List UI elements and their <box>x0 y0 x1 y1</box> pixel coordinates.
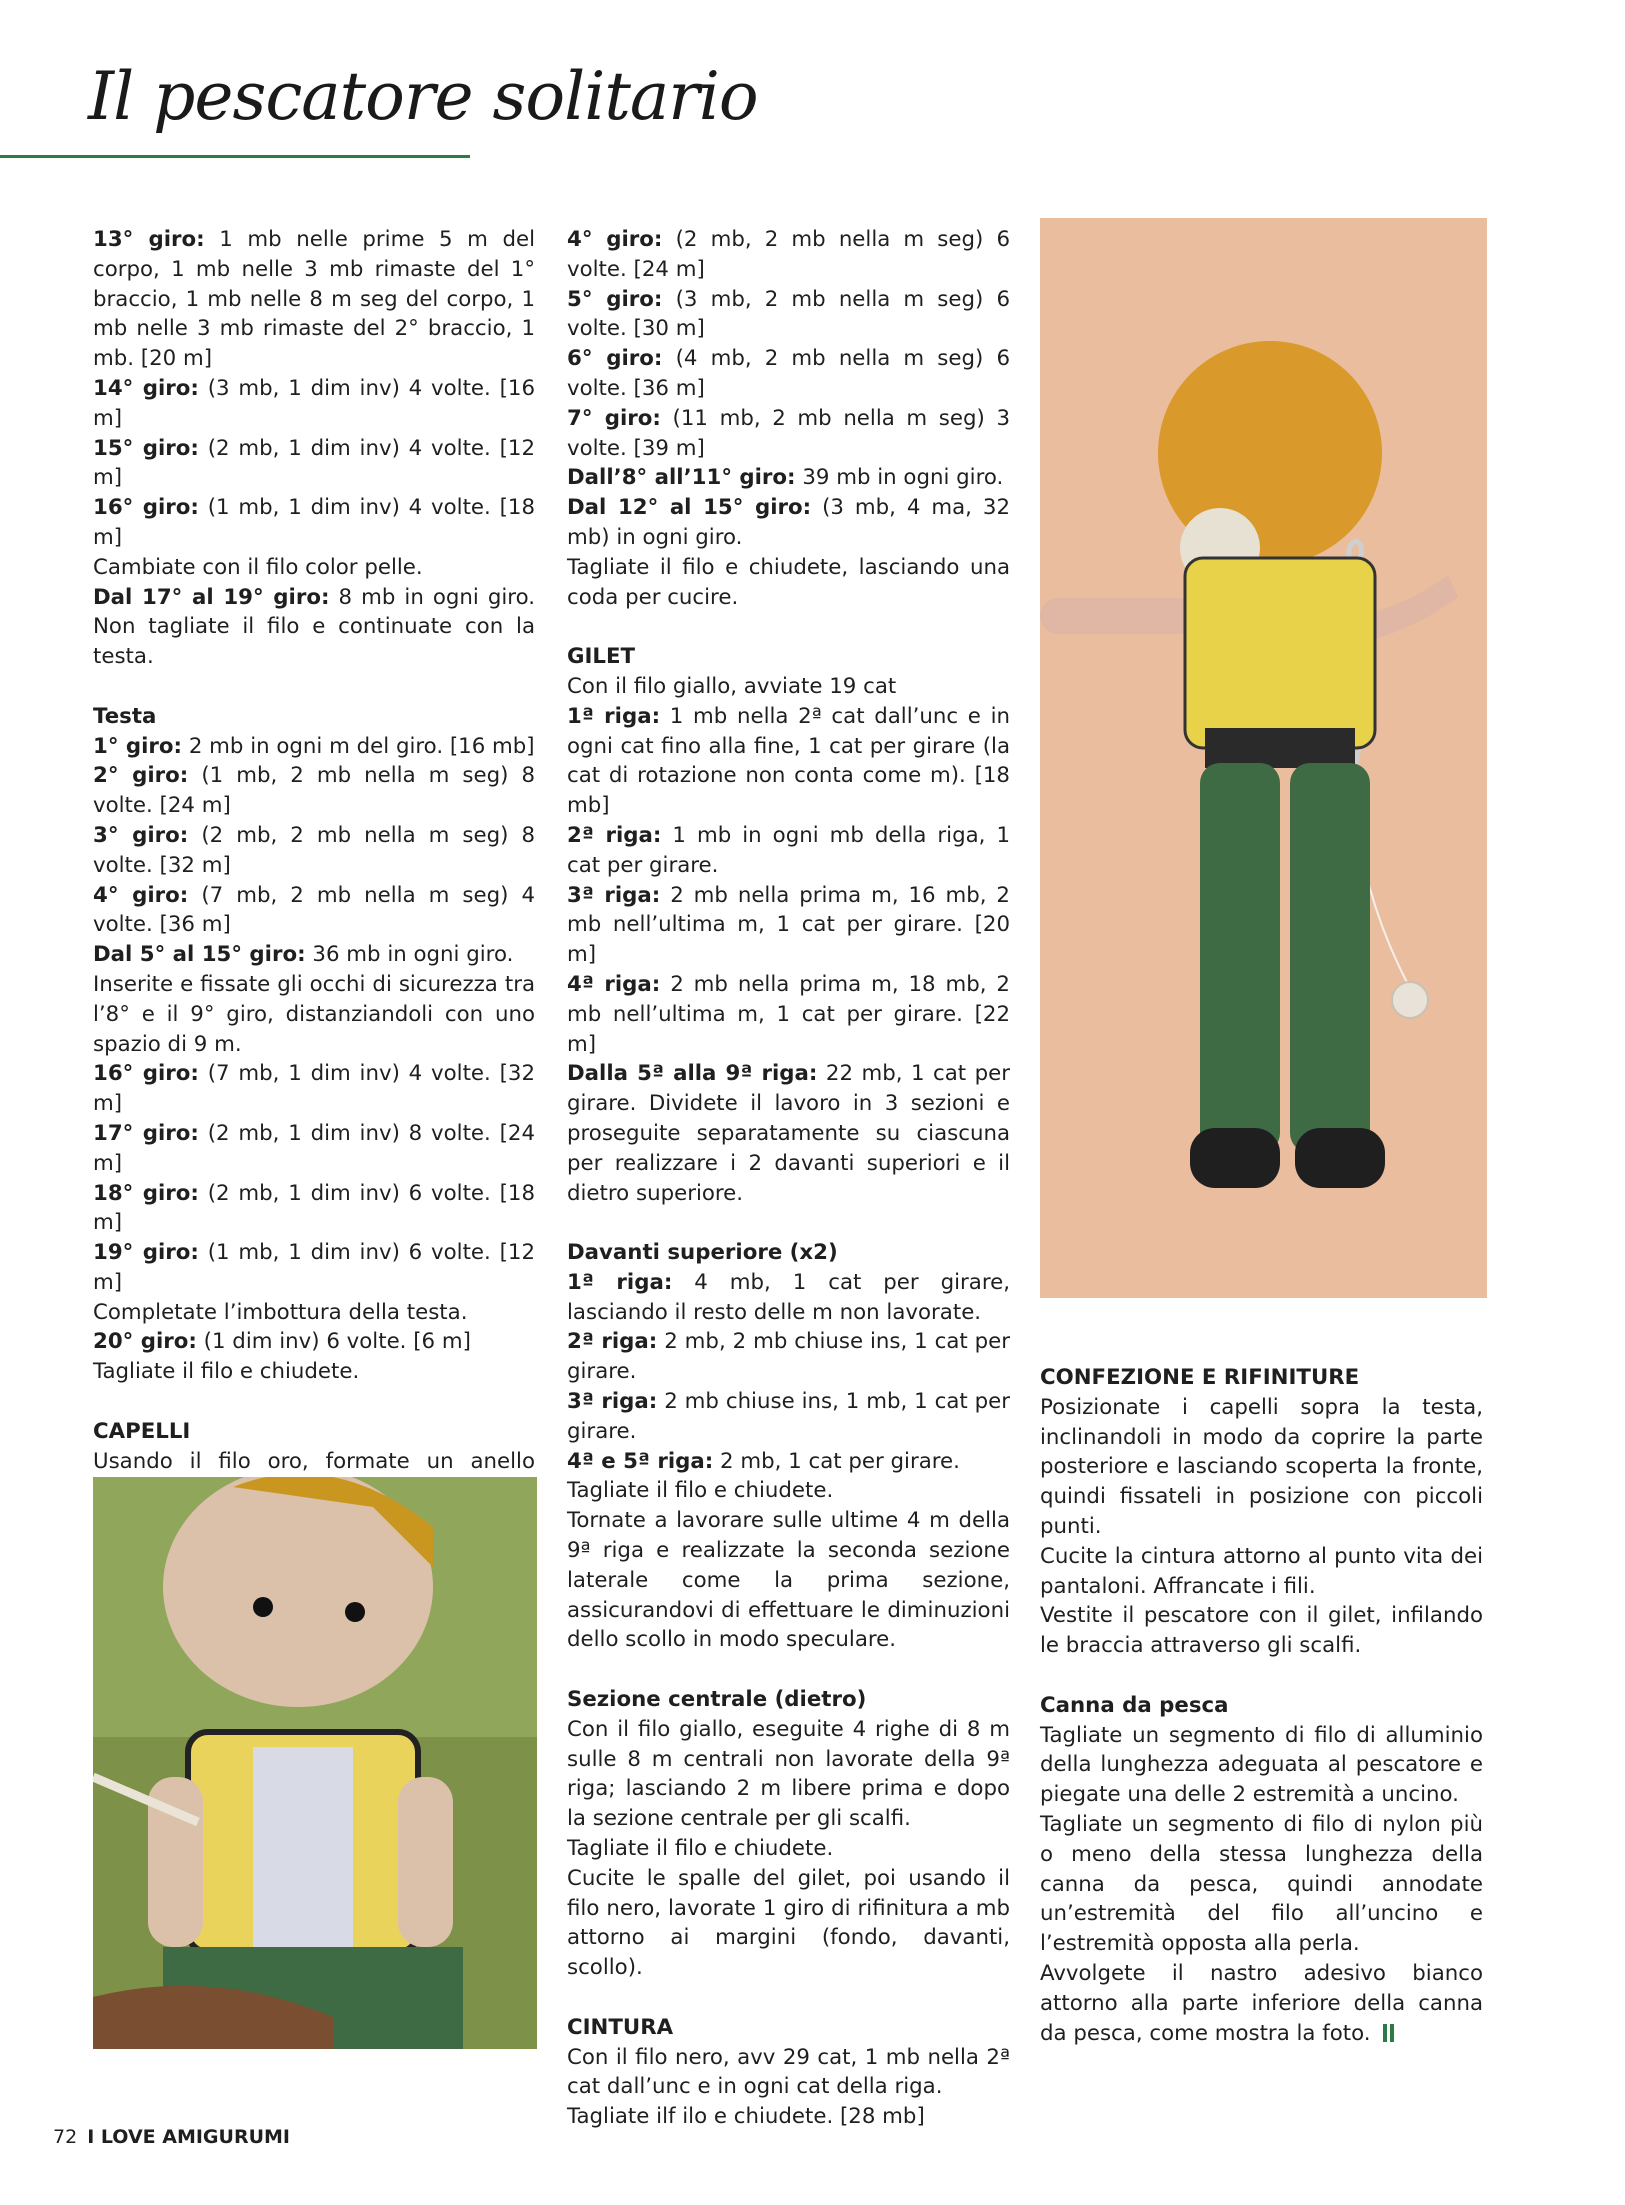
section-heading: CAPELLI <box>93 1418 191 1444</box>
instruction-line <box>567 1715 1010 1834</box>
step-text: (11 mb, 2 mb nella m seg) 3 volte. [39 m] <box>567 405 1010 461</box>
instruction-line <box>93 881 535 941</box>
step-label: 6° giro: <box>567 346 663 372</box>
step-label: 4° giro: <box>93 882 189 908</box>
paragraph-gap <box>93 672 535 702</box>
paragraph-gap <box>93 1387 535 1417</box>
instruction-line <box>1040 1393 1483 1542</box>
step-text: (2 mb, 1 dim inv) 6 volte. [18 m] <box>93 1180 535 1236</box>
step-text: (2 mb, 1 dim inv) 8 volte. [24 m] <box>93 1120 535 1176</box>
paragraph-gap <box>567 1208 1010 1238</box>
instruction-line <box>93 1357 535 1387</box>
instruction-line <box>93 434 535 494</box>
step-label: 20° giro: <box>93 1329 197 1355</box>
step-label: 1ª riga: <box>567 1269 673 1295</box>
step-text: (2 mb, 1 dim inv) 4 volte. [12 m] <box>93 435 535 491</box>
section-heading: GILET <box>567 644 636 670</box>
step-text: Con il filo giallo, eseguite 4 righe di 8 m sulle 8 m centrali non lavorate della 9ª riga; lasciando 2 m libere prima e dopo la sezione centrale per gli scalfi. <box>567 1716 1010 1832</box>
instruction-line <box>567 1327 1010 1387</box>
instruction-line <box>567 881 1010 970</box>
step-label: 1ª riga: <box>567 703 661 729</box>
step-text: (7 mb, 2 mb nella m seg) 4 volte. [36 m] <box>93 882 535 938</box>
instruction-line <box>567 1864 1010 1983</box>
instruction-line <box>567 702 1010 821</box>
step-label: 4ª e 5ª riga: <box>567 1448 714 1474</box>
step-text: 39 mb in ogni giro. <box>795 465 1004 491</box>
instruction-line <box>567 2102 1010 2132</box>
instruction-line <box>1040 1542 1483 1602</box>
step-label: 16° giro: <box>93 495 199 521</box>
step-label: 3ª riga: <box>567 882 661 908</box>
section-heading: Canna da pesca <box>1040 1692 1229 1718</box>
instruction-line <box>93 1119 535 1179</box>
instruction-line <box>567 493 1010 553</box>
step-text: Tagliate un segmento di filo di alluminio della lunghezza adeguata al pescatore e piegate una delle 2 estremità a uncino. <box>1040 1722 1483 1808</box>
paragraph-gap <box>567 1983 1010 2013</box>
step-label: 2° giro: <box>93 763 189 789</box>
paragraph-gap <box>567 612 1010 642</box>
step-text: Usando il filo oro, formate un anello <box>93 1448 535 1474</box>
instruction-line <box>1040 1810 1483 1959</box>
end-mark-icon <box>1383 2024 1387 2042</box>
step-text: (3 mb, 2 mb nella m seg) 6 volte. [30 m] <box>567 286 1011 342</box>
instruction-line <box>567 1268 1010 1328</box>
instruction-line <box>567 344 1010 404</box>
step-text: Tagliate ilf ilo e chiudete. [28 mb] <box>567 2104 925 2130</box>
step-text: (3 mb, 1 dim inv) 4 volte. [16 m] <box>93 375 535 431</box>
step-label: 1° giro: <box>93 733 183 759</box>
paragraph-gap <box>567 1655 1010 1685</box>
step-text: 1 mb nella 2ª cat dall’unc e in ogni cat fino alla fine, 1 cat per girare (la cat di rotazione non conta come m). [18 mb] <box>567 703 1011 819</box>
step-label: 17° giro: <box>93 1120 199 1146</box>
step-text: Con il filo giallo, avviate 19 cat <box>567 673 897 699</box>
title-underline <box>0 155 470 158</box>
step-label: 4ª riga: <box>567 971 661 997</box>
step-text: 36 mb in ogni giro. <box>305 942 514 968</box>
instruction-line <box>567 1447 1010 1477</box>
instruction-line <box>1040 1601 1483 1661</box>
step-label: 2ª riga: <box>567 822 662 848</box>
step-text: 22 mb, 1 cat per girare. Dividete il lavoro in 3 sezioni e proseguite separatamente su ciascuna per realizzare i 2 davanti superiori e il dietro superiore. <box>567 1061 1010 1206</box>
instruction-line <box>567 672 1010 702</box>
instruction-line <box>93 1298 535 1328</box>
step-text: (3 mb, 4 ma, 32 mb) in ogni giro. <box>567 495 1010 550</box>
column-1 <box>93 225 535 1685</box>
step-text: Tagliate il filo e chiudete. <box>567 1836 834 1862</box>
instruction-line <box>567 1506 1010 1655</box>
instruction-line <box>93 1059 535 1119</box>
step-text: Vestite il pescatore con il gilet, infilando le braccia attraverso gli scalfi. <box>1040 1603 1483 1659</box>
step-text: Completate l’imbottura della testa. <box>93 1299 468 1325</box>
instruction-line <box>93 970 535 1059</box>
step-text: Tagliate il filo e chiudete. <box>93 1359 360 1385</box>
instruction-line <box>567 553 1010 613</box>
step-label: 5° giro: <box>567 286 663 312</box>
step-text: 2 mb, 2 mb chiuse ins, 1 cat per girare. <box>567 1329 1010 1385</box>
paragraph-gap <box>1040 1661 1483 1691</box>
step-text: Avvolgete il nastro adesivo bianco attorno alla parte inferiore della canna da pesca, come mostra la foto. <box>1040 1960 1483 2046</box>
step-text: (1 mb, 2 mb nella m seg) 8 volte. [24 m] <box>93 763 535 819</box>
step-label: 13° giro: <box>93 227 205 252</box>
step-label: 7° giro: <box>567 405 661 431</box>
step-text: 1 mb in ogni mb della riga, 1 cat per girare. <box>567 822 1010 878</box>
step-text: 2 mb chiuse ins, 1 mb, 1 cat per girare. <box>567 1389 1010 1444</box>
step-text: Posizionate i capelli sopra la testa, inclinandoli in modo da coprire la parte posteriore e lasciando scoperta la fronte, quindi fissateli in posizione con piccoli punti. <box>1040 1394 1483 1539</box>
photo-doll-back <box>1040 218 1487 1298</box>
instruction-line <box>567 285 1010 345</box>
instruction-line <box>567 463 1010 493</box>
instruction-line <box>93 493 535 553</box>
step-label: Dal 12° al 15° giro: <box>567 495 812 521</box>
step-label: Dall’8° all’11° giro: <box>567 465 796 491</box>
instruction-line <box>93 374 535 434</box>
instruction-line <box>567 225 1010 285</box>
section-heading: Davanti superiore (x2) <box>567 1240 838 1266</box>
photo-doll-front <box>93 1477 537 2049</box>
step-text: (7 mb, 1 dim inv) 4 volte. [32 m] <box>93 1061 535 1117</box>
step-text: Cambiate con il filo color pelle. <box>93 554 423 580</box>
instruction-line <box>93 1179 535 1239</box>
instruction-line <box>93 583 535 672</box>
instruction-line <box>93 940 535 970</box>
step-text: 2 mb nella prima m, 16 mb, 2 mb nell’ultima m, 1 cat per girare. [20 m] <box>567 882 1010 968</box>
instruction-line <box>93 225 535 374</box>
section-heading: CONFEZIONE E RIFINITURE <box>1040 1365 1360 1390</box>
page-title: Il pescatore solitario <box>88 58 758 135</box>
instruction-line <box>567 1059 1010 1208</box>
step-text: 1 mb nelle prime 5 m del corpo, 1 mb nelle 3 mb rimaste del 1° braccio, 1 mb nelle 8 m seg del corpo, 1 mb nelle 3 mb rimaste del 2° braccio, 1 mb. [20 m] <box>93 227 535 372</box>
instruction-line <box>567 1834 1010 1864</box>
step-label: 4° giro: <box>567 227 663 252</box>
section-heading: Sezione centrale (dietro) <box>567 1687 867 1713</box>
instruction-line <box>1040 1721 1483 1810</box>
step-text: (4 mb, 2 mb nella m seg) 6 volte. [36 m] <box>567 346 1011 401</box>
section-heading: CINTURA <box>567 2014 674 2040</box>
step-label: Dal 5° al 15° giro: <box>93 942 306 968</box>
step-text: 2 mb nella prima m, 18 mb, 2 mb nell’ultima m, 1 cat per girare. [22 m] <box>567 971 1010 1057</box>
step-label: 3° giro: <box>93 822 189 848</box>
page-footer <box>53 2126 290 2148</box>
instruction-line <box>93 1238 535 1298</box>
column-3 <box>1040 1363 1483 2048</box>
step-text: Tagliate un segmento di filo di nylon più o meno della stessa lunghezza della canna da pesca, quindi annodate un’estremità del filo all’uncino e l’estremità opposta alla perla. <box>1040 1811 1483 1957</box>
instruction-line <box>567 821 1010 881</box>
instruction-line <box>567 970 1010 1059</box>
step-label: 16° giro: <box>93 1061 199 1087</box>
instruction-line <box>1040 1959 1483 2048</box>
step-label: Dalla 5ª alla 9ª riga: <box>567 1061 818 1087</box>
instruction-line <box>93 1327 535 1357</box>
instruction-line <box>93 761 535 821</box>
instruction-line <box>93 553 535 583</box>
step-text: Tornate a lavorare sulle ultime 4 m della 9ª riga e realizzate la seconda sezione laterale come la prima sezione, assicurandovi di effettuare le diminuzioni dello scollo in modo speculare. <box>567 1508 1010 1653</box>
step-text: (2 mb, 2 mb nella m seg) 8 volte. [32 m] <box>93 822 535 878</box>
step-text: Cucite la cintura attorno al punto vita dei pantaloni. Affrancate i fili. <box>1040 1543 1483 1599</box>
step-text: Tagliate il filo e chiudete, lasciando una coda per cucire. <box>567 554 1010 610</box>
step-text: Inserite e fissate gli occhi di sicurezza tra l’8° e il 9° giro, distanziandoli con uno spazio di 9 m. <box>93 971 535 1057</box>
step-text: (1 mb, 1 dim inv) 6 volte. [12 m] <box>93 1240 535 1295</box>
step-text: Con il filo nero, avv 29 cat, 1 mb nella 2ª cat dall’unc e in ogni cat della riga. <box>567 2044 1010 2100</box>
step-label: 2ª riga: <box>567 1329 658 1355</box>
step-text: Cucite le spalle del gilet, poi usando il filo nero, lavorate 1 giro di rifinitura a mb attorno ai margini (fondo, davanti, scollo). <box>567 1865 1010 1981</box>
step-label: 14° giro: <box>93 375 199 401</box>
step-text: 2 mb in ogni m del giro. [16 mb] <box>182 733 535 759</box>
instruction-line <box>567 2043 1010 2103</box>
instruction-line <box>93 821 535 881</box>
step-label: Dal 17° al 19° giro: <box>93 584 330 610</box>
step-text: (2 mb, 2 mb nella m seg) 6 volte. [24 m] <box>567 227 1011 282</box>
step-label: 18° giro: <box>93 1180 199 1206</box>
page-number: 72 <box>53 2126 78 2148</box>
section-heading: Testa <box>93 703 157 729</box>
step-text: 4 mb, 1 cat per girare, lasciando il resto delle m non lavorate. <box>567 1269 1011 1325</box>
step-text: Tagliate il filo e chiudete. <box>567 1478 834 1504</box>
step-label: 15° giro: <box>93 435 199 461</box>
step-text: (1 dim inv) 6 volte. [6 m] <box>196 1329 471 1355</box>
instruction-line <box>567 404 1010 464</box>
step-label: 19° giro: <box>93 1240 199 1266</box>
step-label: 3ª riga: <box>567 1389 658 1415</box>
step-text: (1 mb, 1 dim inv) 4 volte. [18 m] <box>93 495 535 550</box>
step-text: 8 mb in ogni giro. Non tagliate il filo e continuate con la testa. <box>93 584 535 670</box>
instruction-line <box>567 1387 1010 1447</box>
instruction-line <box>567 1476 1010 1506</box>
column-2 <box>567 225 1010 2132</box>
magazine-name: I LOVE AMIGURUMI <box>87 2126 290 2148</box>
step-text: 2 mb, 1 cat per girare. <box>713 1448 960 1474</box>
instruction-line <box>93 732 535 762</box>
